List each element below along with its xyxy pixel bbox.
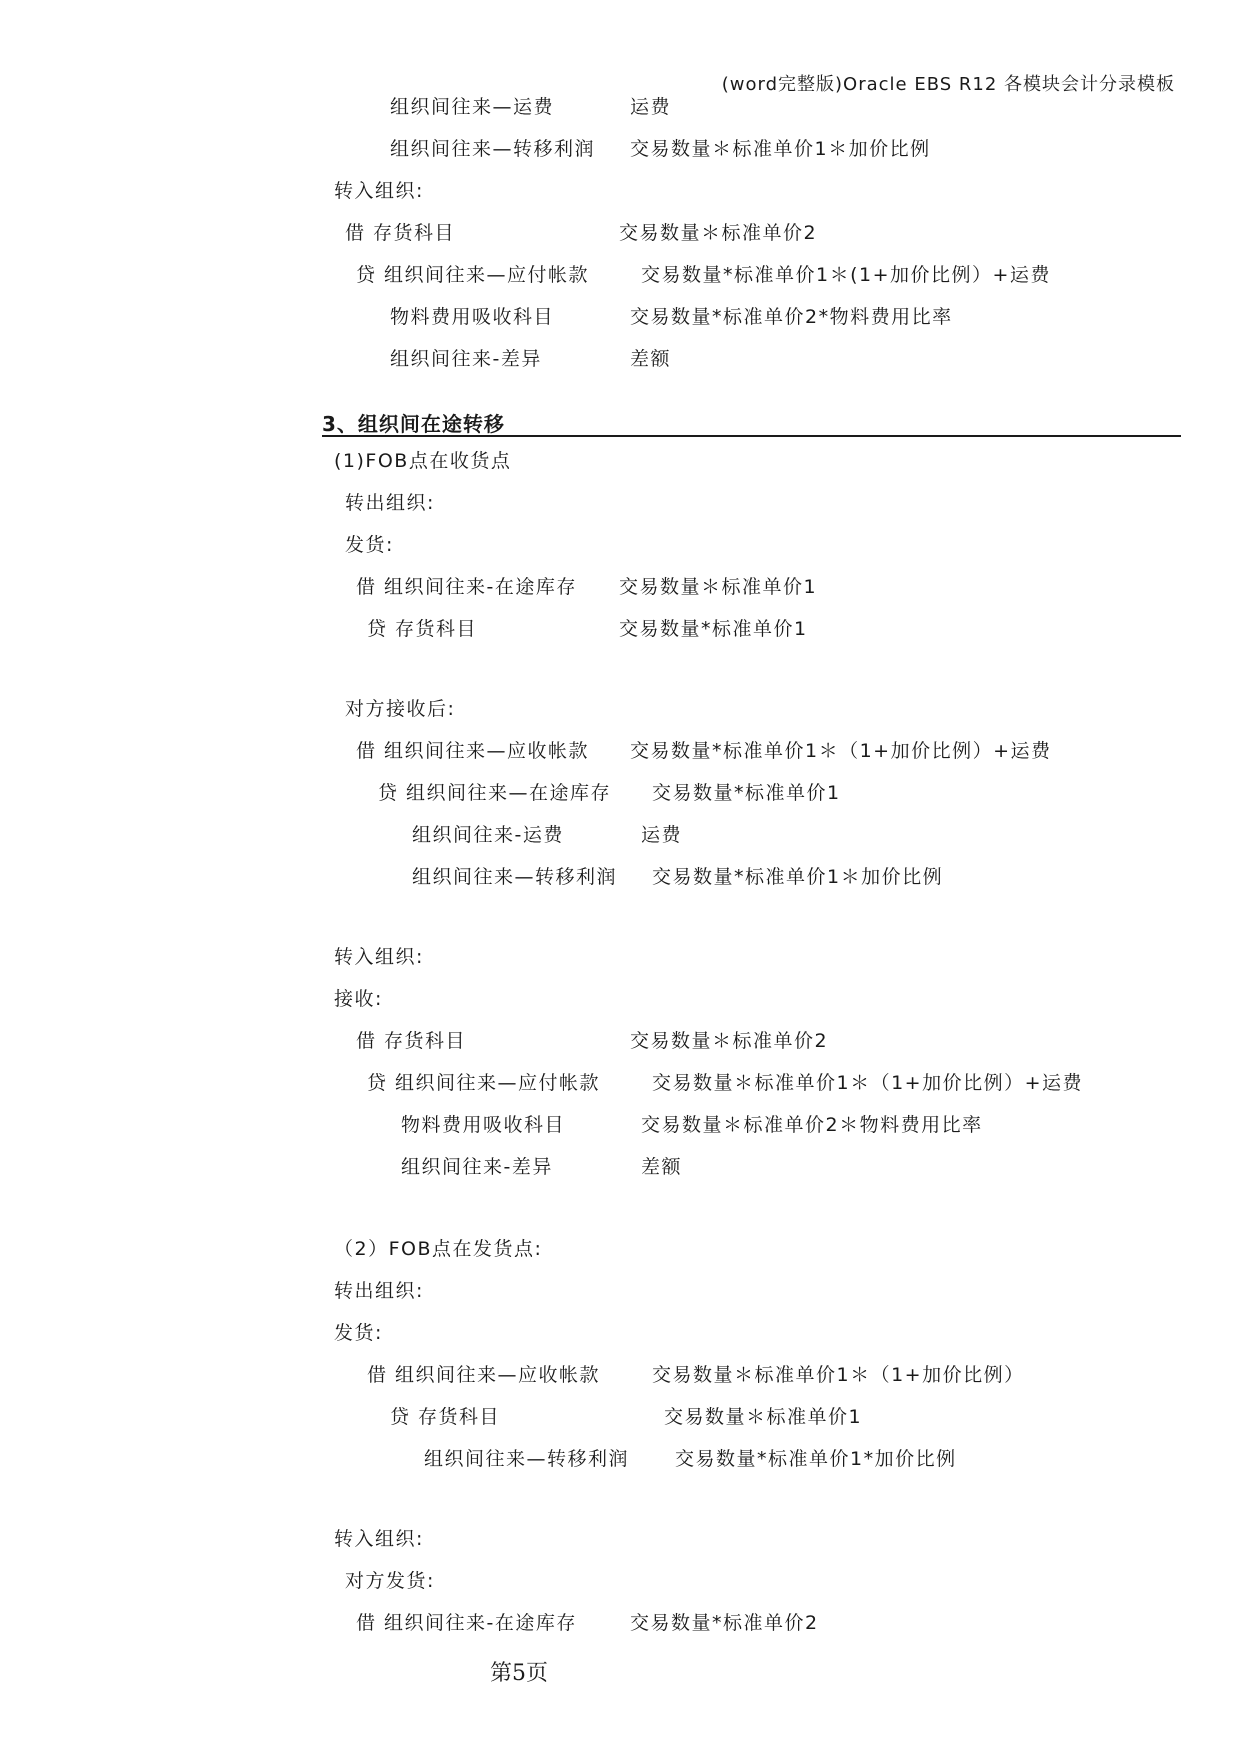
amount-formula: 交易数量＊标准单价1 xyxy=(664,1406,863,1428)
amount-formula: 交易数量*标准单价1＊（1+加价比例）+运费 xyxy=(630,740,1052,762)
org-label xyxy=(334,1282,424,1301)
account-name: 借 存货科目 xyxy=(356,1030,467,1052)
amount-formula: 交易数量*标准单价1＊(1+加价比例）+运费 xyxy=(641,264,1051,286)
amount-formula: 交易数量*标准单价2 xyxy=(630,1612,819,1634)
label-text: 转入组织: xyxy=(334,180,424,202)
journal-line xyxy=(390,348,672,370)
amount-formula: 交易数量＊标准单价1＊（1+加价比例）+运费 xyxy=(652,1072,1084,1094)
journal-line xyxy=(356,576,818,598)
journal-line xyxy=(401,1114,983,1136)
section-heading: 3、组织间在途转移 xyxy=(322,412,505,436)
step-label xyxy=(345,700,455,719)
account-name: 组织间往来-运费 xyxy=(412,824,564,846)
account-name: 贷 存货科目 xyxy=(390,1406,501,1428)
journal-line xyxy=(390,306,953,328)
account-name: 组织间往来—转移利润 xyxy=(390,138,596,160)
account-name: 借 组织间往来-在途库存 xyxy=(356,1612,577,1634)
org-label xyxy=(345,494,435,513)
account-name: 借 组织间往来—应收帐款 xyxy=(367,1364,601,1386)
amount-formula: 交易数量＊标准单价1 xyxy=(619,576,818,598)
label-text: 转入组织: xyxy=(334,946,424,968)
account-name: 组织间往来—转移利润 xyxy=(412,866,618,888)
org-label xyxy=(334,182,424,201)
amount-formula: 交易数量*标准单价1 xyxy=(652,782,841,804)
org-label xyxy=(334,948,424,967)
amount-formula: 交易数量＊标准单价2 xyxy=(630,1030,829,1052)
label-text: (1)FOB点在收货点 xyxy=(334,450,512,472)
journal-line xyxy=(356,1612,819,1634)
amount-formula: 交易数量*标准单价1*加价比例 xyxy=(675,1448,957,1470)
journal-line xyxy=(356,740,1052,762)
account-name: 贷 组织间往来—在途库存 xyxy=(378,782,612,804)
step-label xyxy=(334,1324,383,1343)
amount-formula: 差额 xyxy=(630,348,672,370)
journal-line xyxy=(412,866,944,888)
amount-formula: 交易数量*标准单价2*物料费用比率 xyxy=(630,306,953,328)
journal-line xyxy=(401,1156,683,1178)
journal-line xyxy=(378,782,841,804)
document-header-title: (word完整版)Oracle EBS R12 各模块会计分录模板 xyxy=(721,74,1175,95)
amount-formula: 交易数量＊标准单价1＊加价比例 xyxy=(630,138,931,160)
journal-line xyxy=(390,1406,863,1428)
amount-formula: 交易数量＊标准单价1＊（1+加价比例） xyxy=(652,1364,1025,1386)
amount-formula: 差额 xyxy=(641,1156,683,1178)
amount-formula: 交易数量*标准单价1＊加价比例 xyxy=(652,866,944,888)
journal-line xyxy=(367,1364,1025,1386)
account-name: 贷 组织间往来—应付帐款 xyxy=(356,264,590,286)
step-label xyxy=(345,536,394,555)
account-name: 贷 存货科目 xyxy=(367,618,478,640)
label-text: 接收: xyxy=(334,988,383,1010)
account-name: 贷 组织间往来—应付帐款 xyxy=(367,1072,601,1094)
step-label xyxy=(334,990,383,1009)
amount-formula: 运费 xyxy=(630,96,672,118)
journal-line xyxy=(356,264,1051,286)
journal-line xyxy=(356,1030,829,1052)
step-label xyxy=(345,1572,435,1591)
amount-formula: 运费 xyxy=(641,824,683,846)
org-label xyxy=(334,1530,424,1549)
account-name: 组织间往来—运费 xyxy=(390,96,555,118)
label-text: 对方发货: xyxy=(345,1570,435,1592)
journal-line xyxy=(390,96,672,118)
label-text: （2）FOB点在发货点: xyxy=(334,1238,543,1260)
journal-line xyxy=(424,1448,957,1470)
account-name: 物料费用吸收科目 xyxy=(390,306,555,328)
account-name: 借 存货科目 xyxy=(345,222,456,244)
journal-line xyxy=(367,1072,1084,1094)
label-text: 对方接收后: xyxy=(345,698,456,720)
label-text: 转出组织: xyxy=(345,492,435,514)
subsection-title xyxy=(334,1240,542,1259)
account-name: 物料费用吸收科目 xyxy=(401,1114,566,1136)
label-text: 发货: xyxy=(334,1322,383,1344)
account-name: 组织间往来—转移利润 xyxy=(424,1448,630,1470)
amount-formula: 交易数量*标准单价1 xyxy=(619,618,808,640)
account-name: 组织间往来-差异 xyxy=(401,1156,553,1178)
account-name: 借 组织间往来—应收帐款 xyxy=(356,740,590,762)
label-text: 转出组织: xyxy=(334,1280,424,1302)
subsection-title xyxy=(334,452,511,471)
account-name: 借 组织间往来-在途库存 xyxy=(356,576,577,598)
journal-line xyxy=(367,618,808,640)
page-number: 第5页 xyxy=(490,1661,548,1686)
account-name: 组织间往来-差异 xyxy=(390,348,542,370)
journal-line xyxy=(345,222,818,244)
journal-line xyxy=(390,138,931,160)
amount-formula: 交易数量＊标准单价2 xyxy=(619,222,818,244)
amount-formula: 交易数量＊标准单价2＊物料费用比率 xyxy=(641,1114,983,1136)
label-text: 转入组织: xyxy=(334,1528,424,1550)
section-divider xyxy=(322,435,1181,437)
journal-line xyxy=(412,824,683,846)
label-text: 发货: xyxy=(345,534,394,556)
